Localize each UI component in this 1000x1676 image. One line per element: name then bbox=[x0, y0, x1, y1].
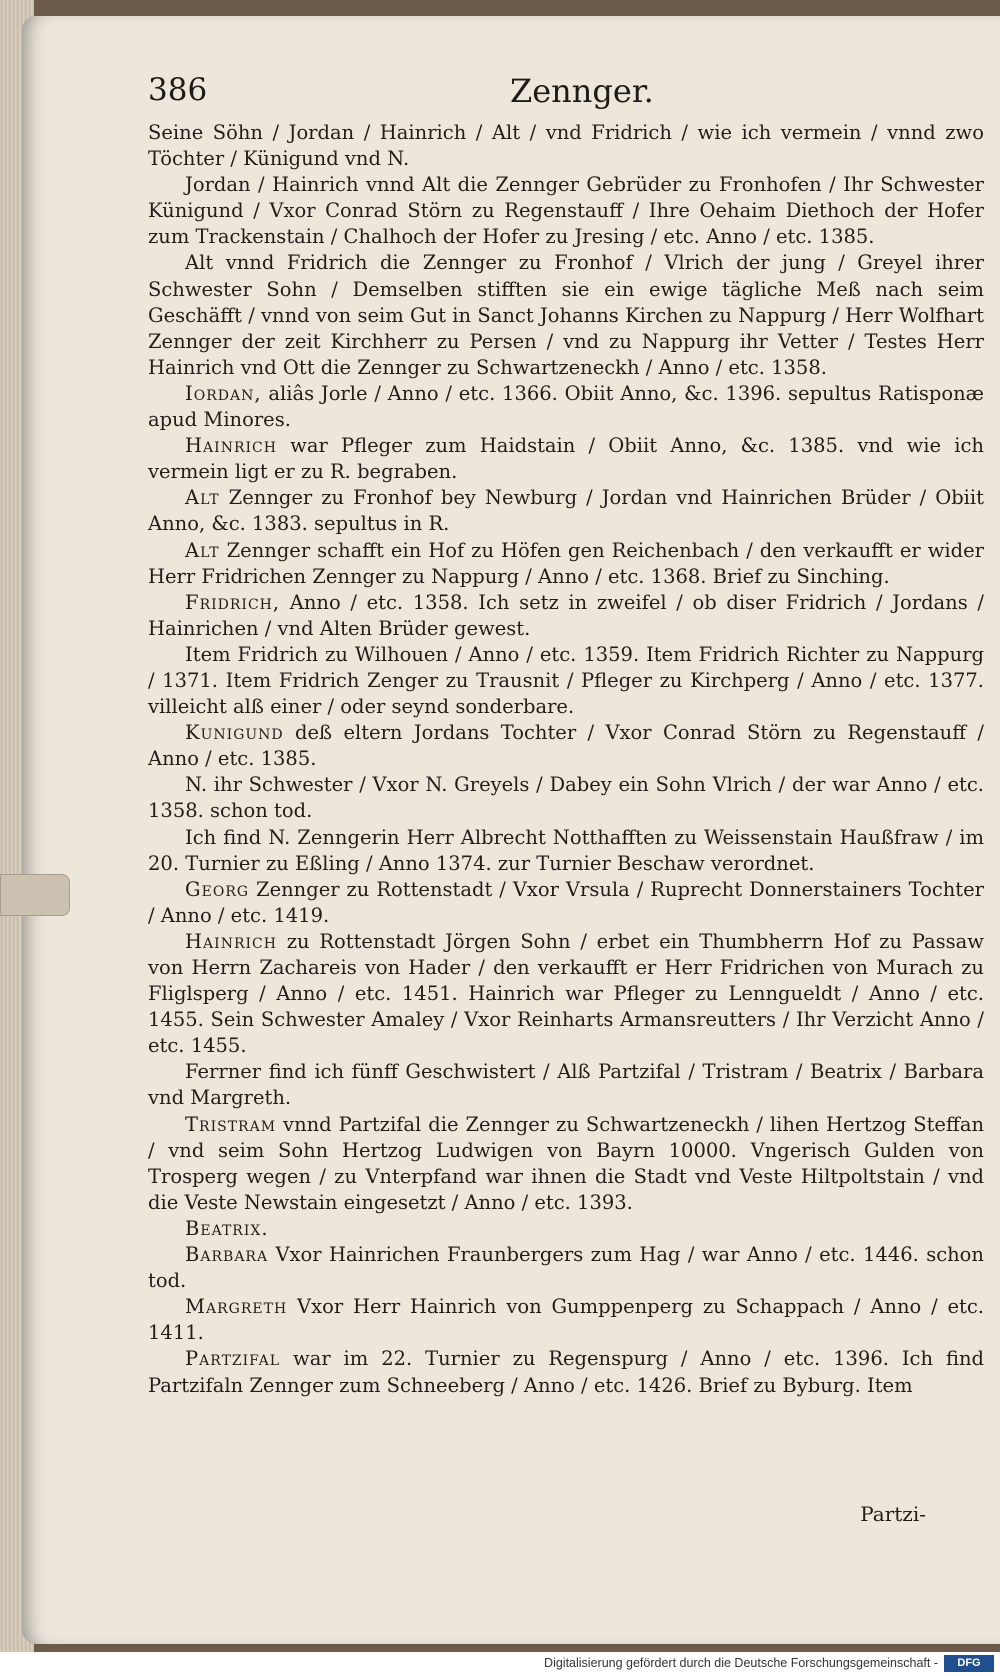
paragraph bbox=[148, 1112, 984, 1216]
paragraph-text: Ferrner find ich fünff Geschwistert / Alß Partzifal / Tristram / Beatrix / Barbara vnd Margreth. bbox=[148, 1060, 984, 1110]
footer-credit: Digitalisierung gefördert durch die Deutsche Forschungsgemeinschaft - bbox=[544, 1656, 938, 1670]
running-head: Zennger. bbox=[510, 72, 654, 110]
paragraph bbox=[148, 172, 984, 250]
book-clasp bbox=[0, 874, 70, 916]
paragraph-lead: Tristram bbox=[185, 1112, 277, 1136]
paragraph bbox=[148, 1294, 984, 1346]
paragraph-text: Anno / etc. 1358. Ich setz in zweifel / ob diser Fridrich / Jordans / Hainrichen / vnd Alten Brüder gewest. bbox=[148, 590, 984, 640]
paragraph-text: Alt vnnd Fridrich die Zennger zu Fronhof / Vlrich der jung / Greyel ihrer Schwester Sohn / Demselben stifften sie ein ewige tägliche Meß nach seim Geschäfft / vnnd von seim Gut in Sanct Johanns Kirchen zu Nappurg / Herr Wolfhart Zennger der zeit Kirchherr zu Persen / vnd zu Nappurg ihr Vetter / Testes Herr Hainrich vnd Ott die Zennger zu Schwartzeneckh / Anno / etc. 1358. bbox=[148, 251, 984, 379]
paragraph-text: Zennger schafft ein Hof zu Höfen gen Reichenbach / den verkaufft er wider Herr Fridrichen Zennger zu Nappurg / Anno / etc. 1368. Brief zu Sinching. bbox=[148, 538, 984, 588]
paragraph-lead: Iordan, bbox=[185, 381, 262, 405]
paragraph-text: Jordan / Hainrich vnnd Alt die Zennger Gebrüder zu Fronhofen / Ihr Schwester Künigund / Vxor Conrad Störn zu Regenstauff / Ihre Oehaim Diethoch der Hofer zum Trackenstain / Chalhoch der Hofer zu Jresing / etc. Anno / etc. 1385. bbox=[148, 173, 984, 249]
paragraph-lead: Hainrich bbox=[185, 434, 277, 458]
paragraph-lead: Alt bbox=[185, 538, 220, 562]
paragraph-text: Ich find N. Zenngerin Herr Albrecht Notthafften zu Weissenstain Haußfraw / im 20. Turnier zu Eßling / Anno 1374. zur Turnier Beschaw verordnet. bbox=[148, 825, 984, 875]
catchword: Partzi- bbox=[860, 1502, 926, 1526]
paragraph bbox=[148, 590, 984, 642]
paragraph bbox=[148, 642, 984, 720]
paragraph bbox=[148, 825, 984, 877]
paragraph-text: Vxor Herr Hainrich von Gumppenperg zu Schappach / Anno / etc. 1411. bbox=[148, 1295, 984, 1345]
paragraph-text: Zennger zu Rottenstadt / Vxor Vrsula / Ruprecht Donnerstainers Tochter / Anno / etc. 1419. bbox=[148, 877, 984, 927]
paragraph-text: vnnd Partzifal die Zennger zu Schwartzeneckh / lihen Hertzog Steffan / vnd seim Sohn Hertzog Ludwigen von Bayrn 10000. Vngerisch Gulden von Trosperg wegen / zu Vnterpfand war ihnen die Stadt vnd Veste Hiltpoltstain / vnd die Veste Newstain eingesetzt / Anno / etc. 1393. bbox=[148, 1112, 985, 1214]
paragraph-text: war im 22. Turnier zu Regenspurg / Anno / etc. 1396. Ich find Partzifaln Zennger zum Schneeberg / Anno / etc. 1426. Brief zu Byburg. Item bbox=[148, 1347, 984, 1397]
paragraph bbox=[148, 250, 984, 380]
paragraph-lead: Beatrix. bbox=[185, 1216, 269, 1240]
paragraph bbox=[148, 720, 984, 772]
paragraph bbox=[148, 1216, 984, 1242]
paragraph bbox=[148, 485, 984, 537]
paragraph bbox=[148, 1242, 984, 1294]
document-page bbox=[22, 16, 1000, 1644]
paragraph-lead: Georg bbox=[185, 877, 250, 901]
paragraph bbox=[148, 929, 984, 1059]
paragraph bbox=[148, 877, 984, 929]
footer-bar bbox=[0, 1652, 1000, 1676]
paragraph-text: Item Fridrich zu Wilhouen / Anno / etc. 1359. Item Fridrich Richter zu Nappurg / 1371. Item Fridrich Zenger zu Trausnit / Pfleger zu Kirchperg / Anno / etc. 1377. villeicht alß einer / oder seynd sonderbare. bbox=[148, 642, 984, 719]
paragraph bbox=[148, 381, 984, 433]
paragraph-lead: Barbara bbox=[185, 1243, 269, 1267]
paragraph bbox=[148, 433, 984, 485]
paragraph-lead: Kunigund bbox=[185, 721, 284, 745]
paragraph-lead: Fridrich, bbox=[185, 590, 281, 614]
paragraph-text: zu Rottenstadt Jörgen Sohn / erbet ein Thumbherrn Hof zu Passaw von Herrn Zachareis von Hader / den verkaufft er Herr Fridrichen von Murach zu Fliglsperg / Anno / etc. 1451. Hainrich war Pfleger zu Lenngueldt / Anno / etc. 1455. Sein Schwester Amaley / Vxor Reinharts Armansreutters / Ihr Verzicht Anno / etc. 1455. bbox=[148, 929, 984, 1058]
paragraph-text: Seine Söhn / Jordan / Hainrich / Alt / vnd Fridrich / wie ich vermein / vnnd zwo Töchter / Künigund vnd N. bbox=[148, 121, 984, 171]
page-header bbox=[22, 72, 1000, 122]
paragraph-text: war Pfleger zum Haidstain / Obiit Anno, &c. 1385. vnd wie ich vermein ligt er zu R. begraben. bbox=[148, 434, 984, 484]
paragraph-text: Vxor Hainrichen Fraunbergers zum Hag / war Anno / etc. 1446. schon tod. bbox=[148, 1243, 984, 1293]
paragraph bbox=[148, 772, 984, 824]
dfg-logo: DFG bbox=[944, 1655, 994, 1672]
page-number: 386 bbox=[148, 72, 208, 108]
paragraph bbox=[148, 538, 984, 590]
paragraph-lead: Margreth bbox=[185, 1295, 288, 1319]
paragraph bbox=[148, 120, 984, 172]
paragraph bbox=[148, 1346, 984, 1398]
paragraph-lead: Alt bbox=[185, 486, 220, 510]
body-text bbox=[148, 120, 984, 1399]
paragraph-text: N. ihr Schwester / Vxor N. Greyels / Dabey ein Sohn Vlrich / der war Anno / etc. 1358. schon tod. bbox=[148, 773, 984, 823]
paragraph-text: deß eltern Jordans Tochter / Vxor Conrad Störn zu Regenstauff / Anno / etc. 1385. bbox=[148, 721, 984, 771]
paragraph bbox=[148, 1059, 984, 1111]
paragraph-lead: Partzifal bbox=[185, 1347, 281, 1371]
paragraph-lead: Hainrich bbox=[185, 929, 277, 953]
paragraph-text: aliâs Jorle / Anno / etc. 1366. Obiit Anno, &c. 1396. sepultus Ratisponæ apud Minores. bbox=[148, 381, 985, 432]
paragraph-text: Zennger zu Fronhof bey Newburg / Jordan vnd Hainrichen Brüder / Obiit Anno, &c. 1383. sepultus in R. bbox=[148, 486, 984, 536]
